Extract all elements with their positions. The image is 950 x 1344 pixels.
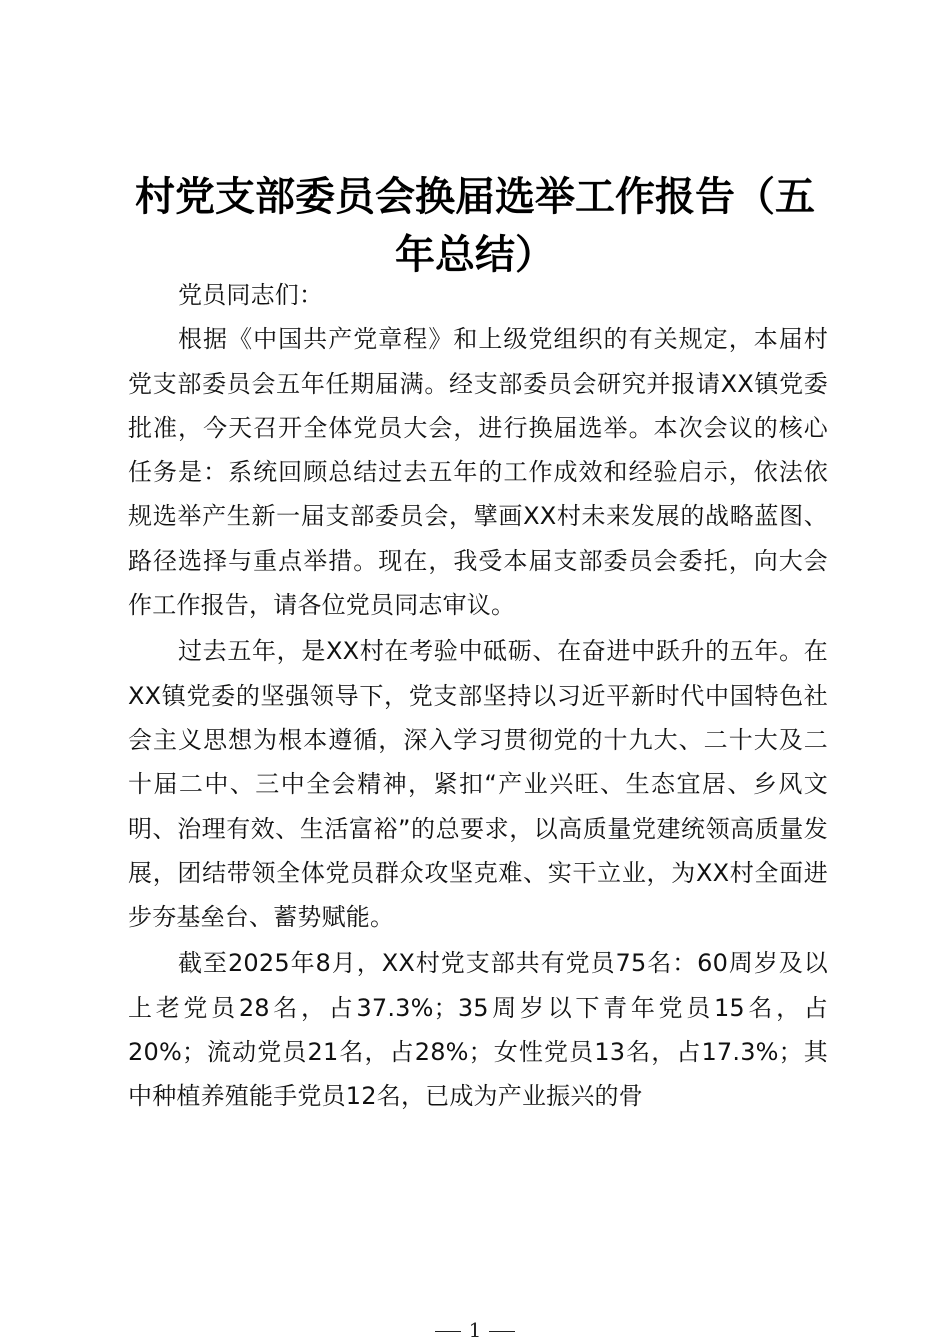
paragraph-membership: 截至2025年8月，XX村党支部共有党员75名：60周岁及以上老党员28名，占37.3%；35周岁以下青年党员15名，占20%；流动党员21名，占28%；女性党员13名，占17.3%；其中种植养殖能手党员12名，已成为产业振兴的骨 [128,949,828,1111]
footer-dash-left [435,1331,461,1332]
page-footer [0,1318,950,1342]
salutation: 党员同志们： [178,281,324,309]
page-number: 1 [468,1318,482,1342]
report-title: 村党支部委员会换届选举工作报告（五年总结） [135,173,815,278]
footer-dash-right [489,1331,515,1332]
report-body [128,273,828,1121]
paragraph-intro: 根据《中国共产党章程》和上级党组织的有关规定，本届村党支部委员会五年任期届满。经支部委员会研究并报请XX镇党委批准，今天召开全体党员大会，进行换届选举。本次会议的核心任务是：系统回顾总结过去五年的工作成效和经验启示，依法依规选举产生新一届支部委员会，擘画XX村未来发展的战略蓝图、路径选择与重点举措。现在，我受本届支部委员会委托，向大会作工作报告，请各位党员同志审议。 [128,325,828,620]
paragraph-review: 过去五年，是XX村在考验中砥砺、在奋进中跃升的五年。在XX镇党委的坚强领导下，党支部坚持以习近平新时代中国特色社会主义思想为根本遵循，深入学习贯彻党的十九大、二十大及二十届二中、三中全会精神，紧扣“产业兴旺、生态宜居、乡风文明、治理有效、生活富裕”的总要求，以高质量党建统领高质量发展，团结带领全体党员群众攻坚克难、实干立业，为XX村全面进步夯基垒台、蓄势赋能。 [128,637,828,932]
